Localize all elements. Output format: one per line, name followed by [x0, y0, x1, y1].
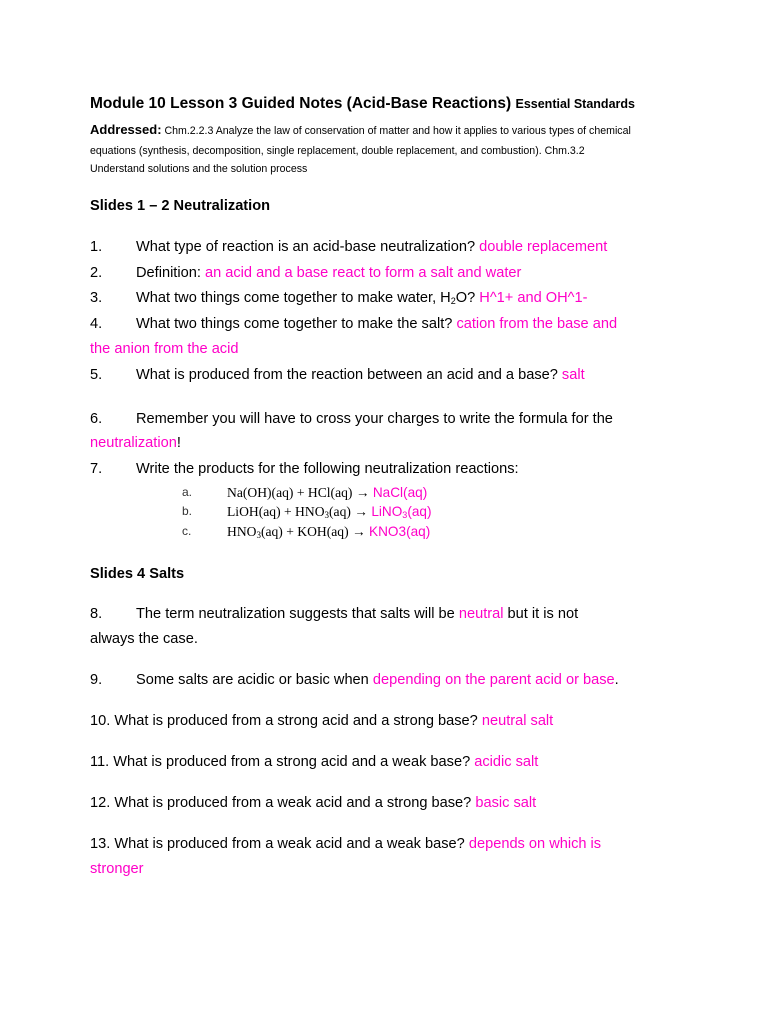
reaction-letter: a. — [182, 485, 193, 499]
question-12 — [90, 794, 536, 812]
question-text: 13. What is produced from a weak acid and a weak base? — [90, 836, 465, 852]
section-heading-salts: Slides 4 Salts — [90, 566, 185, 582]
subscript: 3 — [402, 510, 408, 520]
question-text: What two things come together to make the salt? — [136, 316, 453, 332]
answer-text: cation from the base and — [456, 316, 618, 332]
question-number: 6. — [90, 411, 103, 427]
subscript: 2 — [450, 296, 456, 306]
question-4-answer-continued: the anion from the acid — [90, 341, 239, 357]
question-text-end: but it is not — [507, 606, 579, 622]
answer-text: salt — [561, 367, 585, 383]
reaction-a — [0, 485, 768, 503]
title-essential: Essential Standards — [515, 97, 635, 111]
question-6-continued — [90, 434, 181, 452]
question-number: 1. — [90, 239, 103, 255]
reaction-equation — [227, 524, 430, 540]
question-text: 12. What is produced from a weak acid and a strong base? — [90, 795, 472, 811]
reaction-c — [0, 524, 768, 542]
reaction-answer — [371, 504, 431, 519]
reaction-letter: c. — [182, 524, 192, 538]
equation-text: Na(OH)(aq) + HCl(aq) → — [227, 485, 370, 500]
question-number: 7. — [90, 461, 103, 477]
question-11 — [90, 753, 538, 771]
question-8-continued: always the case. — [90, 631, 198, 647]
question-text: What type of reaction is an acid-base neutralization? — [136, 239, 476, 255]
answer-text: H^1+ and OH^1- — [479, 290, 588, 306]
answer-text: LiNO — [371, 504, 403, 519]
question-4 — [90, 315, 617, 333]
answer-text: neutral — [458, 606, 504, 622]
equation-text-end: (aq) + KOH(aq) → — [260, 524, 366, 539]
reaction-answer: KNO3(aq) — [369, 524, 431, 539]
standards-label: Addressed: — [90, 122, 162, 137]
question-text: Remember you will have to cross your charges to write the formula for the — [136, 411, 613, 427]
subscript: 3 — [324, 510, 330, 520]
answer-text: basic salt — [475, 795, 537, 811]
question-7 — [90, 460, 519, 478]
question-text-end: O? — [455, 290, 476, 306]
reaction-b — [0, 504, 768, 522]
question-2 — [90, 264, 521, 282]
question-number: 9. — [90, 672, 103, 688]
standards-text-1: Chm.2.2.3 Analyze the law of conservation of matter and how it applies to various types of chemical — [164, 125, 631, 137]
title-main: Module 10 Lesson 3 Guided Notes (Acid-Base Reactions) — [90, 95, 512, 112]
punctuation: . — [614, 672, 619, 688]
standards-line-1 — [90, 122, 631, 137]
question-text: The term neutralization suggests that salts will be — [136, 606, 455, 622]
reaction-answer: NaCl(aq) — [372, 485, 428, 500]
question-text: Some salts are acidic or basic when — [136, 672, 369, 688]
answer-text: neutralization — [90, 435, 177, 451]
answer-text: double replacement — [479, 239, 608, 255]
equation-text: HNO — [227, 524, 257, 539]
equation-text-end: (aq) → — [329, 504, 368, 519]
answer-text-end: (aq) — [407, 504, 432, 519]
question-text: What is produced from the reaction between an acid and a base? — [136, 367, 558, 383]
question-number: 4. — [90, 316, 103, 332]
subscript: 3 — [256, 530, 261, 540]
question-text: Definition: — [136, 265, 201, 281]
reaction-equation — [227, 485, 427, 501]
question-3 — [90, 289, 587, 310]
answer-text: an acid and a base react to form a salt and water — [204, 265, 522, 281]
question-9 — [90, 671, 619, 689]
standards-line-3: Understand solutions and the solution process — [90, 163, 308, 175]
question-number: 3. — [90, 290, 103, 306]
reaction-equation — [227, 504, 432, 520]
question-text: 10. What is produced from a strong acid and a strong base? — [90, 713, 478, 729]
section-heading-neutralization: Slides 1 – 2 Neutralization — [90, 198, 271, 214]
answer-text: depends on which is — [468, 836, 602, 852]
question-number: 8. — [90, 606, 103, 622]
answer-text: acidic salt — [474, 754, 539, 770]
document-title — [90, 95, 635, 113]
question-1 — [90, 238, 607, 256]
question-6 — [90, 410, 613, 428]
question-10 — [90, 712, 553, 730]
question-13-answer-continued: stronger — [90, 861, 144, 877]
question-8 — [90, 605, 578, 623]
answer-text: neutral salt — [481, 713, 554, 729]
question-13 — [90, 835, 601, 853]
answer-text: depending on the parent acid or base — [372, 672, 615, 688]
standards-line-2: equations (synthesis, decomposition, single replacement, double replacement, and combustion). Chm.3.2 — [90, 145, 585, 157]
reaction-letter: b. — [182, 504, 193, 518]
question-text: Write the products for the following neutralization reactions: — [136, 461, 519, 477]
question-number: 2. — [90, 265, 103, 281]
question-text: What two things come together to make water, H — [136, 290, 451, 306]
equation-text: LiOH(aq) + HNO — [227, 504, 325, 519]
question-5 — [90, 366, 585, 384]
question-text: 11. What is produced from a strong acid and a weak base? — [90, 754, 471, 770]
question-number: 5. — [90, 367, 103, 383]
punctuation: ! — [176, 435, 181, 451]
